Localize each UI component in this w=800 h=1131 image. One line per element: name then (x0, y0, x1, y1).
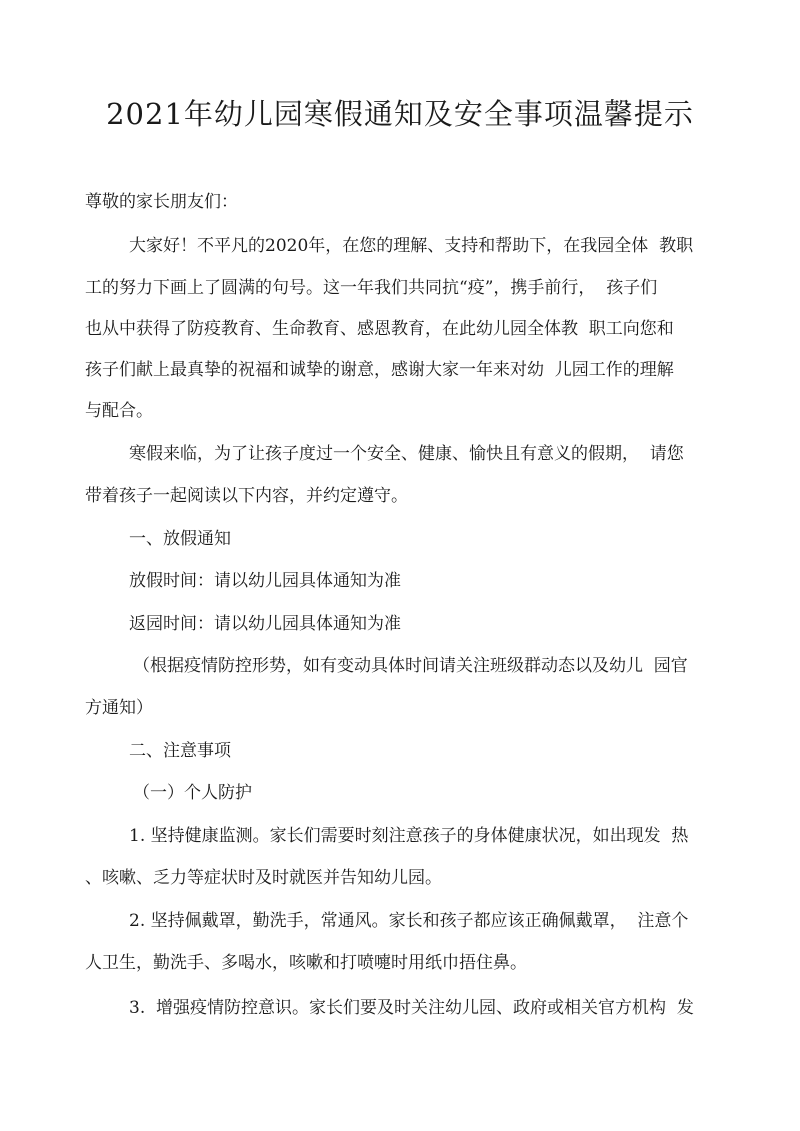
paragraph-1-line-3: 也从中获得了防疫教育、生命教育、感恩教育，在此幼儿园全体教 职工向您和 (85, 319, 674, 339)
paragraph-2-line-2: 带着孩子一起阅读以下内容，并约定遵守。 (85, 486, 408, 506)
paragraph-1-line-2: 工的努力下画上了圆满的句号。这一年我们共同抗“疫”，携手前行， 孩子们 (85, 278, 658, 298)
item-2-line-2: 人卫生，勤洗手、多喝水，咳嗽和打喷嚏时用纸巾捂住鼻。 (85, 953, 527, 973)
item-1-line-1: 1. 坚持健康监测。家长们需要时刻注意孩子的身体健康状况，如出现发 热 (129, 826, 689, 846)
note-line-2: 方通知） (85, 698, 153, 718)
paragraph-2-line-1: 寒假来临，为了让孩子度过一个安全、健康、愉快且有意义的假期， 请您 (129, 444, 684, 464)
document-title: 2021年幼儿园寒假通知及安全事项温馨提示 (106, 97, 694, 131)
section-1-heading: 一、放假通知 (129, 529, 231, 549)
note-line-1: （根据疫情防控形势，如有变动具体时间请关注班级群动态以及幼儿 园官 (133, 656, 688, 676)
item-2-line-1: 2. 坚持佩戴罩，勤洗手，常通风。家长和孩子都应该正确佩戴罩， 注意个 (129, 911, 689, 931)
paragraph-1-line-4: 孩子们献上最真挚的祝福和诚挚的谢意，感谢大家一年来对幼 儿园工作的理解 (85, 360, 674, 380)
paragraph-1-line-1: 大家好！不平凡的2020年，在您的理解、支持和帮助下，在我园全体 教职 (129, 236, 694, 256)
paragraph-1-line-5: 与配合。 (85, 401, 153, 421)
salutation: 尊敬的家长朋友们： (85, 192, 238, 212)
item-1-line-2: 、咳嗽、乏力等症状时及时就医并告知幼儿园。 (85, 868, 442, 888)
subsection-1-heading: （一）个人防护 (133, 783, 252, 803)
item-3-line-1: 3. 增强疫情防控意识。家长们要及时关注幼儿园、政府或相关官方机构 发 (129, 998, 694, 1018)
holiday-time: 放假时间：请以幼儿园具体通知为准 (129, 571, 401, 591)
section-2-heading: 二、注意事项 (129, 741, 231, 761)
return-time: 返园时间：请以幼儿园具体通知为准 (129, 614, 401, 634)
